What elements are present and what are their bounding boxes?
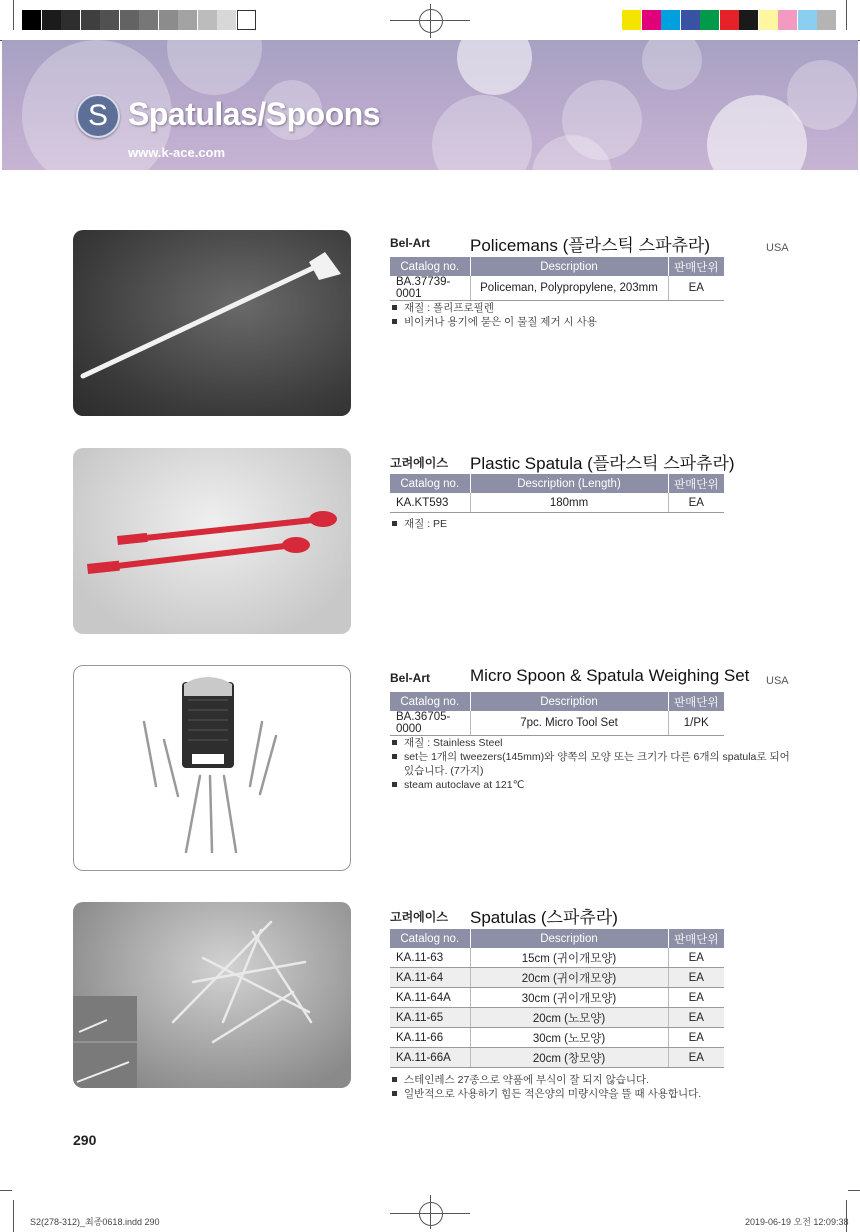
column-header: Description (470, 929, 668, 948)
section-badge: S (76, 94, 120, 138)
description-cell: Policeman, Polypropylene, 203mm (470, 276, 668, 301)
spec-table (390, 692, 724, 736)
unit-cell: EA (668, 988, 724, 1008)
note-item: 비이커나 용기에 묻은 이 물질 제거 시 사용 (390, 315, 790, 329)
product-title: Policemans (플라스틱 스파츄라) (470, 236, 711, 255)
column-header: Description (Length) (470, 474, 668, 493)
color-swatch (642, 10, 661, 30)
color-swatch (622, 10, 641, 30)
unit-cell: EA (668, 1048, 724, 1068)
color-swatch (798, 10, 817, 30)
color-swatch (22, 10, 41, 30)
crop-mark (846, 0, 847, 30)
column-header: 판매단위 (668, 257, 724, 276)
product-notes (390, 1073, 790, 1101)
description-cell: 20cm (노모양) (470, 1008, 668, 1028)
color-swatch (159, 10, 178, 30)
table-row (390, 1008, 724, 1028)
note-item: 재질 : Stainless Steel (390, 736, 790, 750)
crop-mark (848, 1190, 860, 1191)
product-notes (390, 517, 790, 531)
product-notes (390, 736, 790, 792)
unit-cell: EA (668, 1028, 724, 1048)
unit-cell: EA (668, 1008, 724, 1028)
note-item: 재질 : 폴리프로필렌 (390, 301, 790, 315)
color-swatch (720, 10, 739, 30)
description-cell: 20cm (귀이개모양) (470, 968, 668, 988)
description-cell: 180mm (470, 493, 668, 513)
unit-cell: EA (668, 948, 724, 968)
product-notes (390, 301, 790, 329)
table-row (390, 988, 724, 1008)
column-header: 판매단위 (668, 692, 724, 711)
table-row (390, 711, 724, 736)
description-cell: 30cm (노모양) (470, 1028, 668, 1048)
table-header-row (390, 692, 724, 711)
color-swatch (81, 10, 100, 30)
column-header: Catalog no. (390, 692, 470, 711)
catalog-number: KA.11-64 (390, 968, 470, 988)
product-origin: USA (766, 242, 789, 254)
column-header: Catalog no. (390, 257, 470, 276)
product-brand: Bel-Art (390, 236, 431, 250)
micro-spoon-set-photo (73, 665, 351, 871)
policeman-photo (73, 230, 351, 416)
table-header-row (390, 474, 724, 493)
description-cell: 15cm (귀이개모양) (470, 948, 668, 968)
catalog-number: KA.11-66A (390, 1048, 470, 1068)
color-swatch (42, 10, 61, 30)
color-swatch (100, 10, 119, 30)
unit-cell: 1/PK (668, 711, 724, 736)
color-swatch (739, 10, 758, 30)
color-swatch (217, 10, 236, 30)
catalog-number: KA.11-66 (390, 1028, 470, 1048)
product-origin: USA (766, 675, 789, 687)
catalog-number: KA.11-64A (390, 988, 470, 1008)
spatulas-photo (73, 902, 351, 1088)
table-row (390, 276, 724, 301)
product-brand: 고려에이스 (390, 910, 448, 924)
color-swatch (700, 10, 719, 30)
color-swatch (198, 10, 217, 30)
note-item: set는 1개의 tweezers(145mm)와 양쪽의 모양 또는 크기가 다른 6개의 spatula로 되어있습니다. (7가지) (390, 750, 790, 778)
description-cell: 30cm (귀이개모양) (470, 988, 668, 1008)
note-item: 일반적으로 사용하기 힘든 적은양의 미량시약을 뜰 때 사용합니다. (390, 1087, 790, 1101)
crop-mark (0, 1190, 12, 1191)
column-header: Description (470, 257, 668, 276)
table-row (390, 948, 724, 968)
column-header: 판매단위 (668, 474, 724, 493)
catalog-number: BA.37739-0001 (390, 276, 470, 301)
catalog-number: KA.11-63 (390, 948, 470, 968)
spec-table (390, 474, 724, 513)
color-swatch (681, 10, 700, 30)
table-row (390, 1048, 724, 1068)
footer-timestamp: 2019-06-19 오전 12:09:38 (745, 1217, 849, 1227)
color-swatch (778, 10, 797, 30)
color-swatch (120, 10, 139, 30)
description-cell: 20cm (창모양) (470, 1048, 668, 1068)
column-header: Description (470, 692, 668, 711)
website-url[interactable]: www.k-ace.com (128, 145, 226, 160)
page-title: Spatulas/Spoons (128, 96, 381, 132)
color-swatch (61, 10, 80, 30)
table-row (390, 968, 724, 988)
crop-mark (13, 0, 14, 30)
color-swatch (139, 10, 158, 30)
description-cell: 7pc. Micro Tool Set (470, 711, 668, 736)
product-title: Plastic Spatula (플라스틱 스파츄라) (470, 454, 735, 473)
registration-mark-top (419, 9, 443, 33)
unit-cell: EA (668, 968, 724, 988)
footer-file-info: S2(278-312)_최종0618.indd 290 (30, 1217, 160, 1227)
plastic-spatula-photo (73, 448, 351, 634)
page-number: 290 (73, 1132, 97, 1148)
color-swatch (817, 10, 836, 30)
column-header: Catalog no. (390, 474, 470, 493)
catalog-number: KA.KT593 (390, 493, 470, 513)
product-brand: Bel-Art (390, 671, 431, 685)
product-brand: 고려에이스 (390, 456, 448, 470)
note-item: 재질 : PE (390, 517, 790, 531)
unit-cell: EA (668, 276, 724, 301)
color-swatch (237, 10, 256, 30)
catalog-number: BA.36705-0000 (390, 711, 470, 736)
catalog-number: KA.11-65 (390, 1008, 470, 1028)
table-row (390, 1028, 724, 1048)
table-row (390, 493, 724, 513)
color-swatch (759, 10, 778, 30)
color-swatch (661, 10, 680, 30)
table-header-row (390, 257, 724, 276)
product-title: Micro Spoon & Spatula Weighing Set (470, 666, 750, 685)
column-header: Catalog no. (390, 929, 470, 948)
color-swatch (178, 10, 197, 30)
product-title: Spatulas (스파츄라) (470, 908, 618, 927)
note-item: steam autoclave at 121℃ (390, 778, 790, 792)
spec-table (390, 929, 724, 1068)
column-header: 판매단위 (668, 929, 724, 948)
note-item: 스테인레스 27종으로 약품에 부식이 잘 되지 않습니다. (390, 1073, 790, 1087)
registration-mark-bottom (419, 1202, 443, 1226)
unit-cell: EA (668, 493, 724, 513)
crop-mark (13, 1200, 14, 1232)
table-header-row (390, 929, 724, 948)
spec-table (390, 257, 724, 301)
